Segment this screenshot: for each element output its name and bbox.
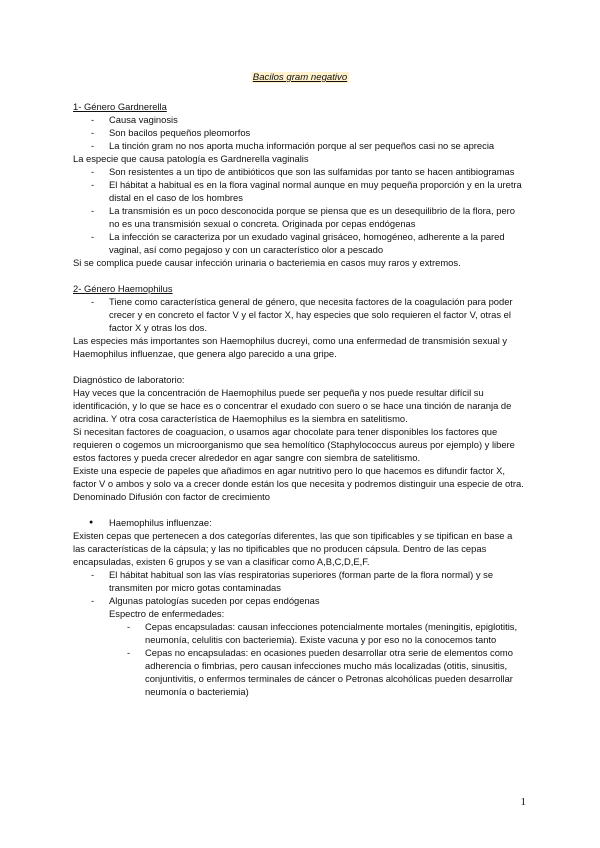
- page-number: 1: [520, 796, 526, 808]
- section-heading-haemophilus: 2- Género Haemophilus: [73, 283, 173, 294]
- paragraph: Existe una especie de papeles que añadimos en agar nutritivo pero lo que hacemos es difundir factor X, factor V o ambos y solo va a crecer donde están los que necesita y podremos distinguir una especie de otra. Denominado Difusión con factor de crecimiento: [73, 465, 524, 502]
- spacer: [73, 269, 525, 282]
- list-item: - El hábitat a habitual es en la flora vaginal normal aunque en muy pequeña proporción y en la uretra distal en el caso de los hombres: [73, 178, 525, 204]
- paragraph: La especie que causa patología es Gardnerella vaginalis: [73, 153, 309, 164]
- paragraph: Si se complica puede causar infección urinaria o bacteriemia en casos muy raros y extremos.: [73, 257, 461, 268]
- spectrum-list: [73, 620, 525, 698]
- gardnerella-list-2: [73, 165, 525, 256]
- spacer: [73, 360, 525, 373]
- haemophilus-list: [73, 295, 525, 334]
- influenzae-list: [73, 568, 525, 607]
- title-text: Bacilos gram negativo: [252, 72, 348, 83]
- paragraph: Hay veces que la concentración de Haemophilus puede ser pequeña y nos puede resultar difícil su identificación, y lo que se hace es o concentrar el exudado con suero o se hace una tinción de naranja de acridina. Y otra cosa característica de Haemophilus es la siembra en satelitismo.: [73, 387, 512, 424]
- list-item: - La infección se caracteriza por un exudado vaginal grisáceo, homogéneo, adherente a la pared vaginal, así como pegajoso y con un característico olor a pescado: [73, 230, 525, 256]
- gardnerella-list-1: [73, 113, 525, 152]
- spacer: [73, 503, 525, 516]
- lab-heading: Diagnóstico de laboratorio:: [73, 374, 185, 385]
- influenzae-bullet: ● Haemophilus influenzae:: [73, 516, 525, 529]
- list-item: - Algunas patologías suceden por cepas endógenas: [73, 594, 525, 607]
- list-item: - Son bacilos pequeños pleomorfos: [73, 126, 525, 139]
- paragraph: Si necesitan factores de coaguacion, o usamos agar chocolate para tener disponibles los factores que requieren o cogemos un microorganismo que sea hemolítico (Staphylococcus aureus por ejemplo) y libere estos factores y pueda crecer alrededor en agar sangre con siembra de satelitismo.: [73, 426, 515, 463]
- paragraph: Las especies más importantes son Haemophilus ducreyi, como una enfermedad de transmisión sexual y Haemophilus influenzae, que genera algo parecido a una gripe.: [73, 335, 508, 359]
- list-item: - Cepas encapsuladas: causan infecciones potencialmente mortales (meningitis, epiglotitis, neumonía, celulitis con bacteriemia). Existe vacuna y por eso no la conocemos tanto: [73, 620, 525, 646]
- section-heading-gardnerella: 1- Género Gardnerella: [73, 101, 167, 112]
- spectrum-label: Espectro de enfermedades:: [109, 608, 225, 619]
- paragraph: Existen cepas que pertenecen a dos categorías diferentes, las que son tipificables y se tipifican en base a las características de la cápsula; y las no tipificables que no producen cápsula. Dentro de las cepas encapsuladas, existen 6 grupos y se van a clasificar como A,B,C,D,E,F.: [73, 530, 513, 567]
- list-item: - La transmisión es un poco desconocida porque se piensa que es un desequilibrio de la flora, pero no es una transmisión sexual o concreta. Originada por cepas endógenas: [73, 204, 525, 230]
- document-title: [0, 70, 600, 84]
- list-item: - Tiene como característica general de género, que necesita factores de la coagulación para poder crecer y en concreto el factor V y el factor X, hay especies que solo requieren el factor V, otras el factor X y otras los dos.: [73, 295, 525, 334]
- list-item: - Cepas no encapsuladas: en ocasiones pueden desarrollar otra serie de elementos como adherencia o fimbrias, pero causan infecciones mucho más localizadas (otitis, sinusitis, conjuntivitis, o enfermos terminales de cáncer o Petronas alcohólicas pueden desarrollar neumonía o bacteriemia): [73, 646, 525, 698]
- list-item: - Son resistentes a un tipo de antibióticos que son las sulfamidas por tanto se hacen antibiogramas: [73, 165, 525, 178]
- list-item: - El hábitat habitual son las vías respiratorias superiores (forman parte de la flora normal) y se transmiten por micro gotas contaminadas: [73, 568, 525, 594]
- list-item: - La tinción gram no nos aporta mucha información porque al ser pequeños casi no se aprecia: [73, 139, 525, 152]
- list-item: - Causa vaginosis: [73, 113, 525, 126]
- document-body: [73, 100, 525, 698]
